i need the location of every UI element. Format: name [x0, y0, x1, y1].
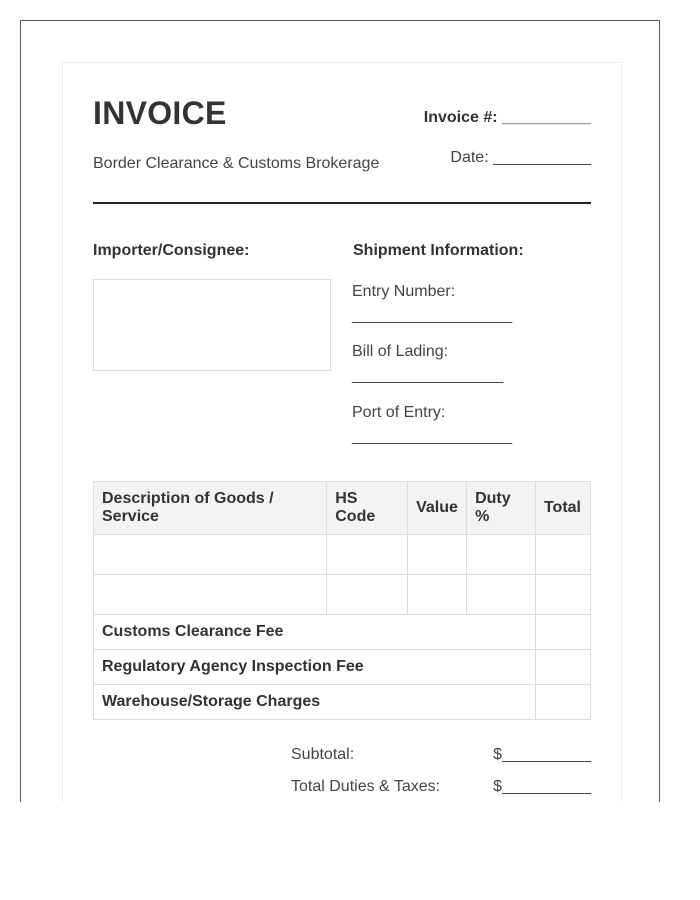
- col-header-description: Description of Goods / Service: [94, 482, 327, 535]
- invoice-title: INVOICE: [93, 95, 227, 131]
- invoice-date-field: [450, 149, 591, 167]
- invoice-page: [62, 62, 622, 802]
- invoice-number-blank[interactable]: __________: [502, 109, 591, 126]
- table-cell[interactable]: [408, 535, 467, 575]
- table-cell[interactable]: [467, 575, 536, 615]
- fee-row: [94, 685, 591, 720]
- entry-number-label: Entry Number:: [352, 283, 456, 300]
- invoice-date-label: Date:: [450, 149, 489, 166]
- table-cell[interactable]: [94, 535, 327, 575]
- document-frame: [20, 20, 660, 802]
- invoice-number-field: [424, 109, 591, 127]
- fee-amount-cell[interactable]: [535, 615, 590, 650]
- fee-row: [94, 615, 591, 650]
- charges-table: [93, 481, 591, 720]
- bill-of-lading-blank[interactable]: _________________: [352, 367, 504, 384]
- bill-of-lading-label: Bill of Lading:: [352, 343, 449, 360]
- subtotal-label: Subtotal:: [291, 746, 355, 763]
- table-row: [94, 575, 591, 615]
- table-cell[interactable]: [408, 575, 467, 615]
- fee-amount-cell[interactable]: [535, 685, 590, 720]
- table-cell[interactable]: [535, 535, 590, 575]
- entry-number-blank[interactable]: __________________: [352, 307, 513, 324]
- fee-label-inspection: Regulatory Agency Inspection Fee: [94, 650, 536, 685]
- table-cell[interactable]: [467, 535, 536, 575]
- col-header-value: Value: [408, 482, 467, 535]
- shipment-heading: Shipment Information:: [353, 242, 524, 259]
- fee-label-warehouse: Warehouse/Storage Charges: [94, 685, 536, 720]
- duties-taxes-label: Total Duties & Taxes:: [291, 778, 441, 795]
- port-of-entry-field: [352, 401, 512, 449]
- table-cell[interactable]: [327, 575, 408, 615]
- subtotal-value[interactable]: $__________: [493, 746, 591, 763]
- table-cell[interactable]: [94, 575, 327, 615]
- port-of-entry-blank[interactable]: __________________: [352, 428, 513, 445]
- table-row: [94, 535, 591, 575]
- table-cell[interactable]: [327, 535, 408, 575]
- col-header-total: Total: [535, 482, 590, 535]
- duties-taxes-value[interactable]: $__________: [493, 778, 591, 795]
- fee-row: [94, 650, 591, 685]
- importer-box[interactable]: [93, 279, 331, 371]
- table-cell[interactable]: [535, 575, 590, 615]
- port-of-entry-label: Port of Entry:: [352, 404, 446, 421]
- invoice-date-blank[interactable]: ___________: [493, 149, 591, 166]
- importer-heading: Importer/Consignee:: [93, 242, 250, 259]
- fee-label-customs-clearance: Customs Clearance Fee: [94, 615, 536, 650]
- fee-amount-cell[interactable]: [535, 650, 590, 685]
- table-header-row: [94, 482, 591, 535]
- header-divider: [93, 202, 591, 204]
- col-header-duty: Duty %: [467, 482, 536, 535]
- col-header-hs-code: HS Code: [327, 482, 408, 535]
- invoice-number-label: Invoice #:: [423, 109, 498, 126]
- bill-of-lading-field: [352, 340, 503, 388]
- entry-number-field: [352, 280, 512, 328]
- invoice-subtitle: Border Clearance & Customs Brokerage: [93, 155, 380, 172]
